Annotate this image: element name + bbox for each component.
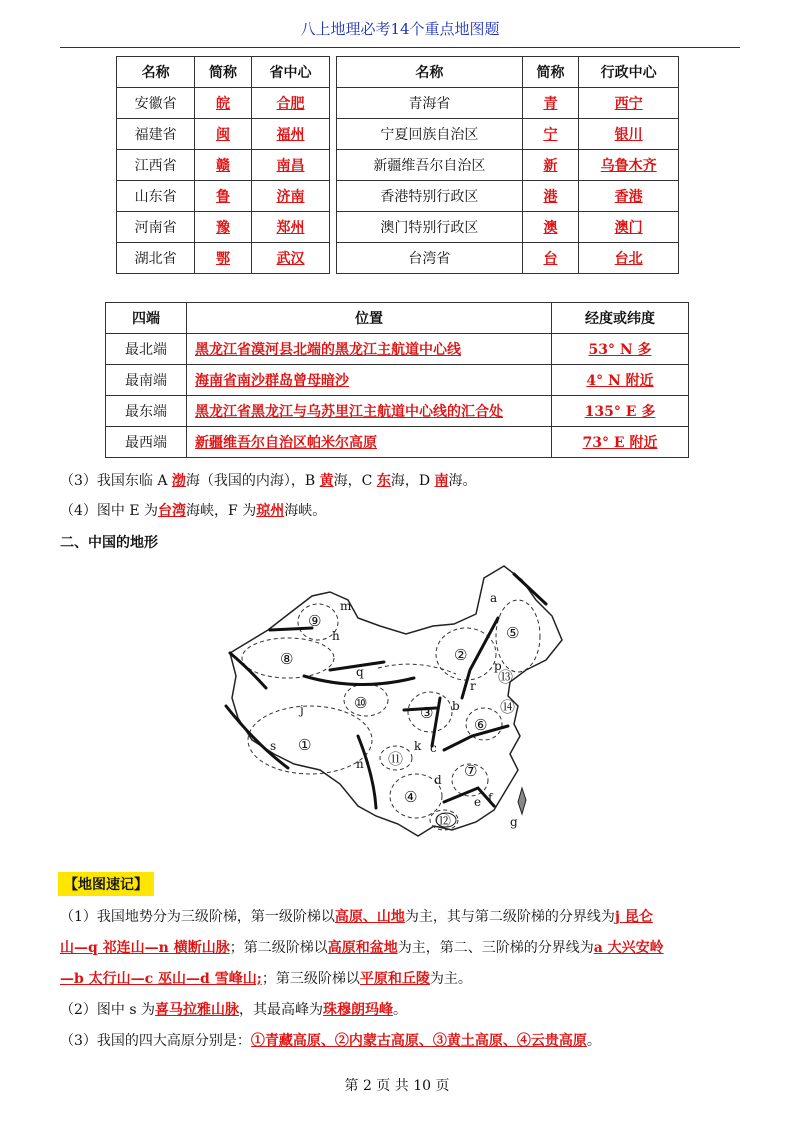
cell-answer: 宁: [522, 119, 579, 150]
text: （1）我国地势分为三级阶梯，第一级阶梯以: [60, 909, 335, 925]
map-number: ⑧: [280, 650, 294, 668]
table-row: [106, 427, 689, 458]
map-number: ⑫: [436, 812, 452, 830]
answer: 高原和盆地: [327, 940, 398, 956]
text: ，其最高峰为: [239, 1002, 323, 1018]
note-3: [60, 1030, 601, 1050]
map-letter: p: [494, 659, 502, 673]
answer: 喜马拉雅山脉: [155, 1002, 239, 1018]
map-number: ③: [420, 704, 434, 722]
answer: ①青藏高原、②内蒙古高原、③黄土高原、④云贵高原: [250, 1033, 587, 1049]
map-letter: r: [470, 679, 476, 693]
cell-answer: 135° E 多: [552, 396, 689, 427]
cell-answer: 闽: [195, 119, 252, 150]
text: （2）图中 s 为: [60, 1002, 155, 1018]
cell: 安徽省: [117, 88, 195, 119]
cell-answer: 银川: [579, 119, 679, 150]
text: 海峡，F 为: [186, 503, 257, 519]
col-header: 名称: [337, 57, 523, 88]
note-1-line2: [60, 937, 664, 957]
question-4: [60, 500, 326, 520]
text: （4）图中 E 为: [60, 503, 159, 519]
cell: 河南省: [117, 212, 195, 243]
answer: 珠穆朗玛峰: [323, 1002, 393, 1018]
text: 为主，第二、三阶梯的分界线为: [397, 940, 594, 956]
text: （3）我国东临 A: [60, 473, 172, 489]
cell-answer: 武汉: [251, 243, 329, 274]
cell-answer: 黑龙江省黑龙江与乌苏里江主航道中心线的汇合处: [187, 396, 552, 427]
map-notes-tag: 【地图速记】: [58, 872, 154, 896]
text: 为主，其与第二级阶梯的分界线为: [404, 909, 615, 925]
map-letter: d: [434, 773, 442, 787]
cell: 台湾省: [337, 243, 523, 274]
cell: 福建省: [117, 119, 195, 150]
cell-answer: 福州: [251, 119, 329, 150]
text: 海，C: [333, 473, 377, 489]
cell-answer: 赣: [195, 150, 252, 181]
map-number: ⑩: [354, 694, 368, 712]
table-gap: [330, 57, 337, 88]
cell-answer: 新疆维吾尔自治区帕米尔高原: [187, 427, 552, 458]
range-line: [444, 788, 494, 806]
range-line: [358, 736, 376, 808]
answer: 琼州: [256, 503, 285, 519]
taiwan-island: [518, 788, 526, 814]
col-header: 四端: [106, 303, 187, 334]
table-row: [117, 150, 679, 181]
mountain-ranges: [226, 574, 546, 808]
map-number: ①: [298, 736, 312, 754]
map-number: ⑤: [506, 624, 520, 642]
map-number: ④: [404, 788, 418, 806]
cell-answer: 济南: [251, 181, 329, 212]
map-letter: q: [356, 665, 364, 679]
map-letter: e: [474, 795, 482, 809]
cell-answer: 73° E 附近: [552, 427, 689, 458]
answer: 台湾: [158, 503, 187, 519]
table-row: [117, 243, 679, 274]
cell: 澳门特别行政区: [337, 212, 523, 243]
map-svg: [208, 558, 592, 860]
col-header: 简称: [522, 57, 579, 88]
cell: 最东端: [106, 396, 187, 427]
table-header-row: [106, 303, 689, 334]
section-title: 二、中国的地形: [60, 535, 158, 551]
text: 。: [393, 1002, 407, 1018]
cell-answer: 台北: [579, 243, 679, 274]
cell: 江西省: [117, 150, 195, 181]
col-header: 经度或纬度: [552, 303, 689, 334]
table-row: [117, 181, 679, 212]
cell-answer: 皖: [195, 88, 252, 119]
map-number: ⑭: [500, 698, 516, 716]
cell-answer: 西宁: [579, 88, 679, 119]
map-letter: h: [332, 629, 340, 643]
table-row: [117, 88, 679, 119]
map-letter: s: [270, 739, 277, 753]
map-letter: b: [452, 699, 460, 713]
answer: —b 太行山—c 巫山—d 雪峰山;: [60, 971, 262, 987]
table-gap: [330, 88, 337, 119]
text: 。: [586, 1033, 601, 1049]
text: ；第三级阶梯以: [261, 971, 360, 987]
map-letter: j: [300, 703, 304, 717]
col-header: 行政中心: [579, 57, 679, 88]
page-header: 八上地理必考14个重点地图题: [60, 18, 740, 48]
cell: 最西端: [106, 427, 187, 458]
map-number: ⑦: [464, 762, 478, 780]
cell-answer: 台: [522, 243, 579, 274]
col-header: 名称: [117, 57, 195, 88]
range-line: [226, 706, 288, 768]
table-row: [106, 365, 689, 396]
cell: 最南端: [106, 365, 187, 396]
cell-answer: 澳: [522, 212, 579, 243]
map-letter: f: [488, 791, 493, 805]
col-header: 简称: [195, 57, 252, 88]
table-gap: [330, 119, 337, 150]
china-terrain-map: [208, 558, 592, 860]
table-gap: [330, 181, 337, 212]
map-letter: g: [510, 815, 518, 829]
question-3: [60, 470, 477, 490]
col-header: 位置: [187, 303, 552, 334]
note-2: [60, 999, 407, 1019]
answer: 南: [434, 473, 449, 489]
text: 海，D: [390, 473, 435, 489]
answer: 渤: [171, 473, 186, 489]
table-gap: [330, 212, 337, 243]
map-letter: n: [356, 757, 364, 771]
extremities-table: [105, 302, 689, 458]
page-footer: 第 2 页 共 10 页: [344, 1078, 450, 1094]
cell-answer: 4° N 附近: [552, 365, 689, 396]
answer: a 大兴安岭: [593, 940, 664, 956]
cell: 山东省: [117, 181, 195, 212]
cell-answer: 新: [522, 150, 579, 181]
map-number: ②: [454, 646, 468, 664]
cell: 宁夏回族自治区: [337, 119, 523, 150]
table-gap: [330, 243, 337, 274]
col-header: 省中心: [251, 57, 329, 88]
note-1-line3: [60, 968, 472, 988]
dashed-regions: [242, 600, 540, 830]
cell-answer: 鄂: [195, 243, 252, 274]
table-row: [117, 212, 679, 243]
cell-answer: 乌鲁木齐: [579, 150, 679, 181]
cell-answer: 黑龙江省漠河县北端的黑龙江主航道中心线: [187, 334, 552, 365]
table-row: [106, 334, 689, 365]
cell-answer: 合肥: [251, 88, 329, 119]
cell: 新疆维吾尔自治区: [337, 150, 523, 181]
province-table: [116, 56, 679, 274]
answer: 山—q 祁连山—n 横断山脉: [60, 940, 230, 956]
map-number: ⑨: [308, 612, 322, 630]
map-letter: a: [490, 591, 498, 605]
map-number: ⑥: [474, 716, 488, 734]
cell-answer: 澳门: [579, 212, 679, 243]
cell-answer: 郑州: [251, 212, 329, 243]
map-number: ⑬: [498, 668, 514, 686]
cell: 湖北省: [117, 243, 195, 274]
answer: 平原和丘陵: [359, 971, 430, 987]
text: 为主。: [429, 971, 472, 987]
table-row: [106, 396, 689, 427]
range-line: [270, 628, 312, 630]
cell-answer: 豫: [195, 212, 252, 243]
map-letter: m: [340, 599, 352, 613]
cell-answer: 海南省南沙群岛曾母暗沙: [187, 365, 552, 396]
table-gap: [330, 150, 337, 181]
cell: 青海省: [337, 88, 523, 119]
text: ；第二级阶梯以: [229, 940, 328, 956]
table-header-row: [117, 57, 679, 88]
map-letter: c: [430, 741, 437, 755]
cell-answer: 青: [522, 88, 579, 119]
text: （3）我国的四大高原分别是：: [60, 1033, 251, 1049]
cell: 最北端: [106, 334, 187, 365]
cell-answer: 南昌: [251, 150, 329, 181]
cell-answer: 港: [522, 181, 579, 212]
cell-answer: 鲁: [195, 181, 252, 212]
text: 海峡。: [284, 503, 327, 519]
map-letter: k: [414, 739, 422, 753]
range-line: [514, 574, 546, 604]
answer: 黄: [319, 473, 334, 489]
answer: 高原、山地: [334, 909, 405, 925]
map-number: ⑪: [388, 750, 404, 768]
table-row: [117, 119, 679, 150]
answer: j 昆仑: [614, 909, 653, 925]
cell-answer: 香港: [579, 181, 679, 212]
note-1-line1: [60, 906, 653, 926]
text: 海（我国的内海），B: [185, 473, 320, 489]
cell-answer: 53° N 多: [552, 334, 689, 365]
text: 海。: [448, 473, 477, 489]
cell: 香港特别行政区: [337, 181, 523, 212]
answer: 东: [376, 473, 391, 489]
